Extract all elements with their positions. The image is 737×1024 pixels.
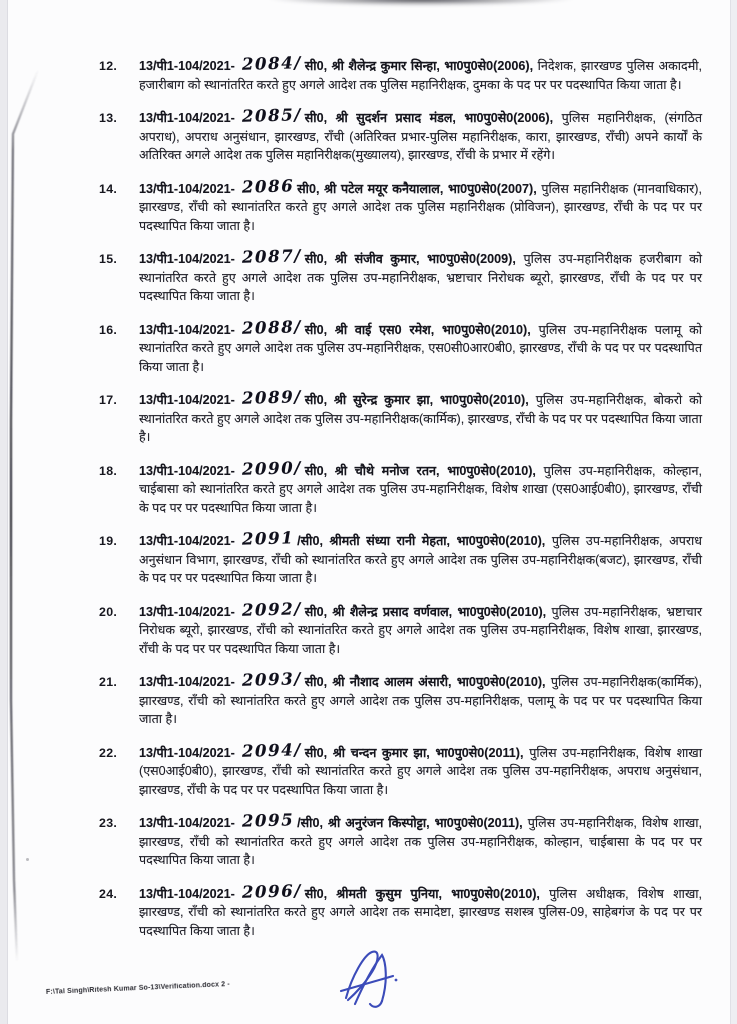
officer-name: श्री पटेल मयूर कनैयालाल, भा0पु0से0(2007), [324,181,537,196]
order-ref: 13/पी1-104/2021- [139,322,235,337]
order-item [99,246,703,306]
order-suffix: सी0, [304,886,328,901]
order-ref: 13/पी1-104/2021- [139,745,235,760]
order-number-handwritten: 2095 [241,810,295,831]
item-number: 20. [99,604,118,619]
order-number-handwritten: 2091 [241,528,295,549]
order-paragraph [139,598,702,659]
order-paragraph [139,880,703,941]
order-number-handwritten: 2094/ [241,739,302,761]
order-paragraph [139,246,703,306]
order-number-handwritten: 2087/ [241,246,302,267]
order-list [0,53,737,955]
order-number-handwritten: 2092/ [241,598,302,620]
footer-file-path: F:\Tal Singh\Ritesh Kumar So-13\Verification.docx 2 - [45,980,231,996]
order-paragraph [139,810,703,870]
order-suffix: सी0, [304,675,328,689]
order-ref: 13/पी1-104/2021- [139,252,235,266]
order-item [99,880,703,941]
order-item [99,175,703,236]
order-text: पुलिस उप-महानिरीक्षक, कोल्हान, चाईबासा को स्थानांतरित करते हुए अगले आदेश तक पुलिस उप-महानिरीक्षक, विशेष शाखा (एस0आई0बी0), झारखण्ड, राँची के पद पर पर पदस्थापित किया जाता है। [139,463,703,515]
photo-right-edge [730,0,737,1024]
order-suffix: सी0, [304,604,328,619]
photo-left-edge [0,0,8,1024]
order-text: पुलिस उप-महानिरीक्षक, अपराध अनुसंधान विभाग, झारखण्ड, राँची को स्थानांतरित करते हुए अगले आदेश तक पुलिस उप-महानिरीक्षक(बजट), झारखण्ड, राँची के पद पर पर पदस्थापित किया जाता है। [139,534,703,585]
order-suffix: सी0, [304,463,328,478]
officer-name: श्री वाई एस0 रमेश, भा0पु0से0(2010), [334,322,531,337]
item-number: 18. [99,463,118,478]
order-text: पुलिस उप-महानिरीक्षक, भ्रष्टाचार निरोधक ब्यूरो, झारखण्ड, राँची को स्थानांतरित करते हुए अगले आदेश तक पुलिस उप-महानिरीक्षक, विशेष शाखा, झारखण्ड, राँची के पद पर पर पदस्थापित किया जाता है। [139,604,702,656]
item-number: 16. [99,322,118,337]
order-number-handwritten: 2093/ [241,669,302,690]
order-number-handwritten: 2084/ [241,53,302,74]
order-suffix: सी0, [304,322,328,337]
order-suffix: /सी0, [297,534,323,548]
order-suffix: सी0, [304,252,328,266]
officer-name: श्रीमती संध्या रानी मेहता, भा0पु0से0(2010), [329,534,546,548]
officer-name: श्री शैलेन्द्र प्रसाद वर्णवाल, भा0पु0से0(2010), [332,604,547,619]
order-text: पुलिस उप-महानिरीक्षक(कार्मिक), झारखण्ड, राँची को स्थानांतरित करते हुए अगले आदेश तक पुलिस उप-महानिरीक्षक, पलामू के पद पर पर पदस्थापित किया जाता है। [139,675,702,726]
officer-name: श्री चौथे मनोज रतन, भा0पु0से0(2010), [334,463,536,478]
item-number: 12. [99,59,118,73]
order-ref: 13/पी1-104/2021- [139,59,235,73]
order-text: पुलिस महानिरीक्षक, (संगठित अपराध), अपराध अनुसंधान, झारखण्ड, राँची (अतिरिक्त प्रभार-पुलिस महानिरीक्षक, कारा, झारखण्ड, राँची) अपने कार्यों के अतिरिक्त अगले आदेश तक पुलिस महानिरीक्षक(मुख्यालय), झारखण्ड, राँची के प्रभार में रहेंगे। [139,111,703,162]
order-text: पुलिस उप-महानिरीक्षक, विशेष शाखा (एस0आई0बी0), झारखण्ड, राँची को स्थानांतरित करते हुए अगले आदेश तक पुलिस उप-महानिरीक्षक, अपराध अनुसंधान, झारखण्ड, राँची के पद पर पर पदस्थापित किया जाता है। [139,745,702,797]
order-suffix: /सी0, [297,816,323,830]
item-number: 19. [99,534,118,548]
order-suffix: सी0, [304,111,328,125]
order-paragraph [139,669,702,729]
item-number: 17. [99,393,118,407]
order-text: पुलिस अधीक्षक, विशेष शाखा, झारखण्ड, राँची को स्थानांतरित करते हुए अगले आदेश तक समादेष्टा, झारखण्ड सशस्त्र पुलिस-09, साहेबगंज के पद पर पर पदस्थापित किया जाता है। [139,886,703,938]
order-paragraph [139,53,703,94]
item-number: 23. [99,816,118,830]
order-text: पुलिस उप-महानिरीक्षक, विशेष शाखा, झारखण्ड, राँची को स्थानांतरित करते हुए अगले आदेश तक पुलिस उप-महानिरीक्षक, कोल्हान, चाईबासा के पद पर पर पदस्थापित किया जाता है। [139,816,703,867]
order-number-handwritten: 2090/ [241,457,302,479]
order-ref: 13/पी1-104/2021- [139,604,235,619]
officer-name: श्रीमती कुसुम पुनिया, भा0पु0से0(2010), [336,886,540,901]
order-ref: 13/पी1-104/2021- [139,181,235,196]
order-text: पुलिस उप-महानिरीक्षक, बोकरो को स्थानांतरित करते हुए अगले आदेश तक पुलिस उप-महानिरीक्षक(कार्मिक), झारखण्ड, राँची के पद पर पर पदस्थापित किया जाता है। [139,393,703,444]
officer-name: श्री अनुरंजन किस्पोट्टा, भा0पु0से0(2011), [328,816,523,830]
order-text: पुलिस उप-महानिरीक्षक हजरीबाग को स्थानांतरित करते हुए अगले आदेश तक पुलिस उप-महानिरीक्षक, भ्रष्टाचार निरोधक ब्यूरो, झारखण्ड, राँची के पद पर पर पदस्थापित किया जाता है। [139,252,703,303]
order-ref: 13/पी1-104/2021- [139,393,235,407]
order-text: पुलिस महानिरीक्षक (मानवाधिकार), झारखण्ड, राँची को स्थानांतरित करते हुए अगले आदेश तक पुलिस महानिरीक्षक (प्रोविजन), झारखण्ड, राँची के पद पर पर पदस्थापित किया जाता है। [139,181,703,233]
item-number: 22. [99,745,118,760]
order-text: पुलिस उप-महानिरीक्षक पलामू को स्थानांतरित करते हुए अगले आदेश तक पुलिस उप-महानिरीक्षक, एस0सी0आर0बी0, झारखण्ड, राँची के पद पर पर पदस्थापित किया जाता है। [139,322,703,374]
order-paragraph [139,528,703,588]
order-ref: 13/पी1-104/2021- [139,886,235,901]
order-ref: 13/पी1-104/2021- [139,534,235,548]
officer-name: श्री संजीव कुमार, भा0पु0से0(2009), [334,252,516,266]
order-paragraph [139,739,702,800]
order-suffix: सी0, [304,745,328,760]
order-number-handwritten: 2086 [241,175,295,197]
order-suffix: सी0, [304,59,328,73]
item-number: 21. [99,675,118,689]
order-item [99,387,703,447]
order-item [99,669,702,729]
order-number-handwritten: 2089/ [241,387,302,408]
item-number: 13. [99,111,118,125]
order-item [99,528,703,588]
item-number: 15. [99,252,118,266]
order-item [99,457,703,518]
order-item [99,598,702,659]
order-paragraph [139,387,703,447]
officer-name: श्री चन्दन कुमार झा, भा0पु0से0(2011), [332,745,524,760]
photo-top-shadow [266,0,576,6]
order-item [99,105,703,165]
officer-name: श्री सुदर्शन प्रसाद मंडल, भा0पु0से0(2006), [335,111,554,125]
officer-name: श्री सुरेन्द्र कुमार झा, भा0पु0से0(2010), [334,393,529,407]
order-item [99,810,703,870]
order-paragraph [139,175,703,236]
order-number-handwritten: 2085/ [241,105,302,126]
item-number: 24. [99,886,118,901]
order-paragraph [139,457,703,518]
officer-name: श्री नौशाद आलम अंसारी, भा0पु0से0(2010), [332,675,546,689]
signature-mark [338,946,400,1012]
order-item [99,316,703,377]
order-ref: 13/पी1-104/2021- [139,816,235,830]
item-number: 14. [99,181,118,196]
order-ref: 13/पी1-104/2021- [139,463,235,478]
order-paragraph [139,316,703,377]
order-number-handwritten: 2088/ [241,316,302,338]
order-number-handwritten: 2096/ [241,880,302,902]
order-suffix: सी0, [297,181,320,196]
officer-name: श्री शैलेन्द्र कुमार सिन्हा, भा0पु0से0(2006), [331,59,534,73]
order-paragraph [139,105,703,165]
order-item [99,53,703,94]
order-suffix: सी0, [304,393,328,407]
order-ref: 13/पी1-104/2021- [139,675,235,689]
order-item [99,739,702,800]
order-ref: 13/पी1-104/2021- [139,111,235,125]
order-text: निदेशक, झारखण्ड पुलिस अकादमी, हजारीबाग को स्थानांतरित करते हुए अगले आदेश तक पुलिस महानिरीक्षक, दुमका के पद पर पर पदस्थापित किया जाता है। [139,59,703,92]
